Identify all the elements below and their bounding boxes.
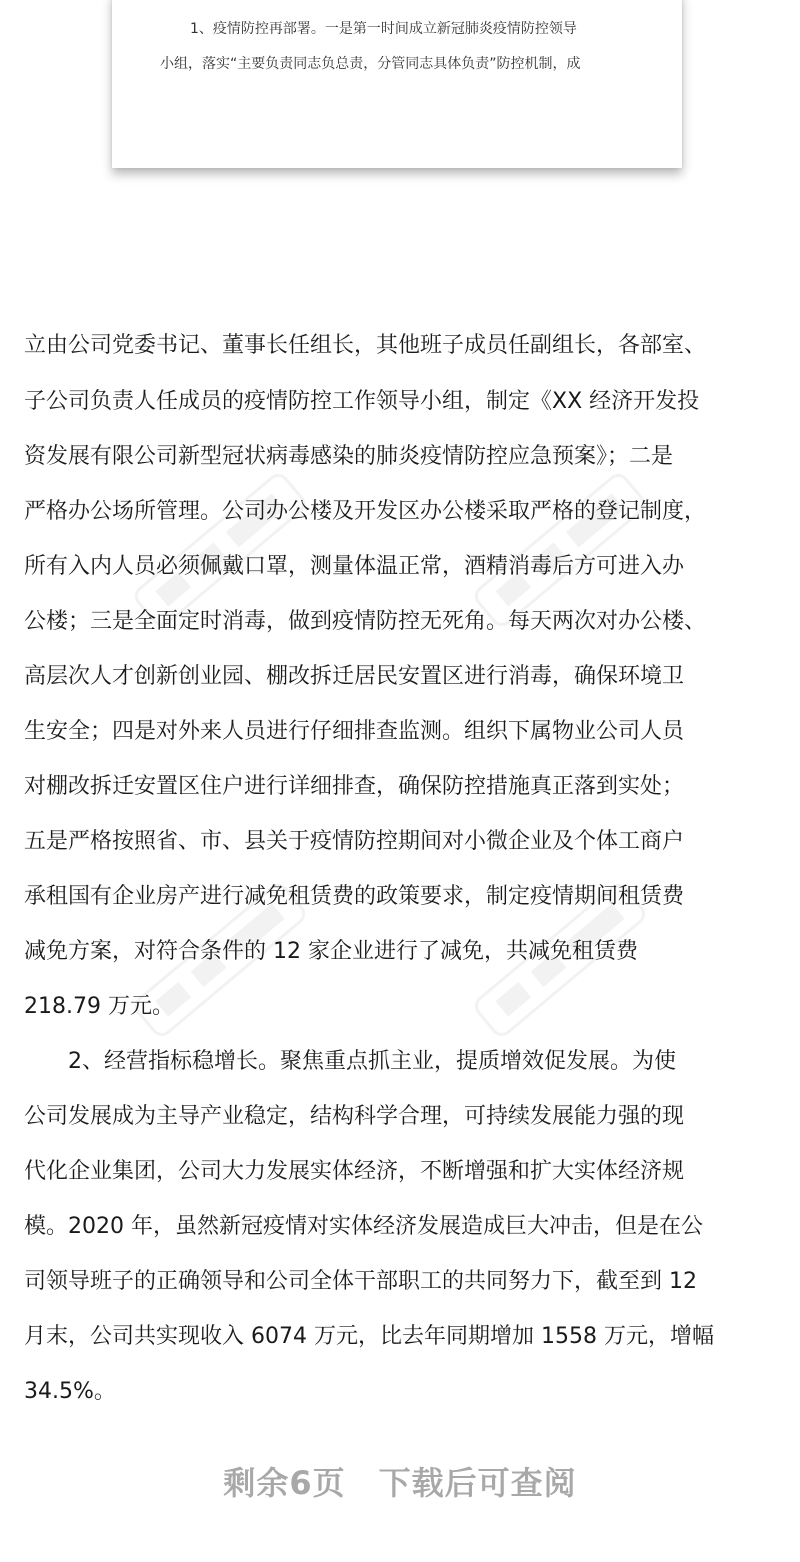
body-line: 资发展有限公司新型冠状病毒感染的肺炎疫情防控应急预案》；二是 [24, 444, 674, 469]
body-line: 子公司负责人任成员的疫情防控工作领导小组，制定《XX 经济开发投 [24, 389, 700, 414]
preview-line-1: 1、疫情防控再部署。一是第一时间成立新冠肺炎疫情防控领导 [190, 21, 577, 37]
body-line: 2、经营指标稳增长。聚焦重点抓主业，提质增效促发展。为使 [24, 1049, 676, 1074]
body-line: 34.5%。 [24, 1379, 116, 1404]
body-line: 承租国有企业房产进行减免租赁费的政策要求，制定疫情期间租赁费 [24, 884, 685, 909]
body-line: 公楼；三是全面定时消毒，做到疫情防控无死角。每天两次对办公楼、 [24, 609, 707, 634]
body-line: 五是严格按照省、市、县关于疫情防控期间对小微企业及个体工商户 [24, 829, 685, 854]
body-line: 严格办公场所管理。公司办公楼及开发区办公楼采取严格的登记制度， [24, 499, 707, 524]
preview-page-card [112, 0, 682, 168]
body-line: 高层次人才创新创业园、棚改拆迁居民安置区进行消毒，确保环境卫 [24, 664, 685, 689]
remaining-pages-notice[interactable]: 剩余6页 下载后可查阅 [223, 1464, 577, 1502]
body-line: 生安全；四是对外来人员进行仔细排查监测。组织下属物业公司人员 [24, 719, 685, 744]
preview-line-2: 小组，落实“主要负责同志负总责，分管同志具体负责”防控机制，成 [160, 56, 581, 72]
body-line: 对棚改拆迁安置区住户进行详细排查，确保防控措施真正落到实处； [24, 774, 685, 799]
body-line: 减免方案，对符合条件的 12 家企业进行了减免，共减免租赁费 [24, 939, 638, 964]
body-line: 代化企业集团，公司大力发展实体经济，不断增强和扩大实体经济规 [24, 1159, 685, 1184]
body-line: 218.79 万元。 [24, 994, 174, 1019]
body-line: 公司发展成为主导产业稳定，结构科学合理，可持续发展能力强的现 [24, 1104, 685, 1129]
body-line: 司领导班子的正确领导和公司全体干部职工的共同努力下，截至到 12 [24, 1269, 697, 1294]
body-line: 立由公司党委书记、董事长任组长，其他班子成员任副组长，各部室、 [24, 333, 707, 358]
body-line: 月末，公司共实现收入 6074 万元，比去年同期增加 1558 万元，增幅 [24, 1324, 714, 1349]
body-line: 模。2020 年，虽然新冠疫情对实体经济发展造成巨大冲击，但是在公 [24, 1214, 703, 1239]
body-line: 所有入内人员必须佩戴口罩，测量体温正常，酒精消毒后方可进入办 [24, 554, 685, 579]
